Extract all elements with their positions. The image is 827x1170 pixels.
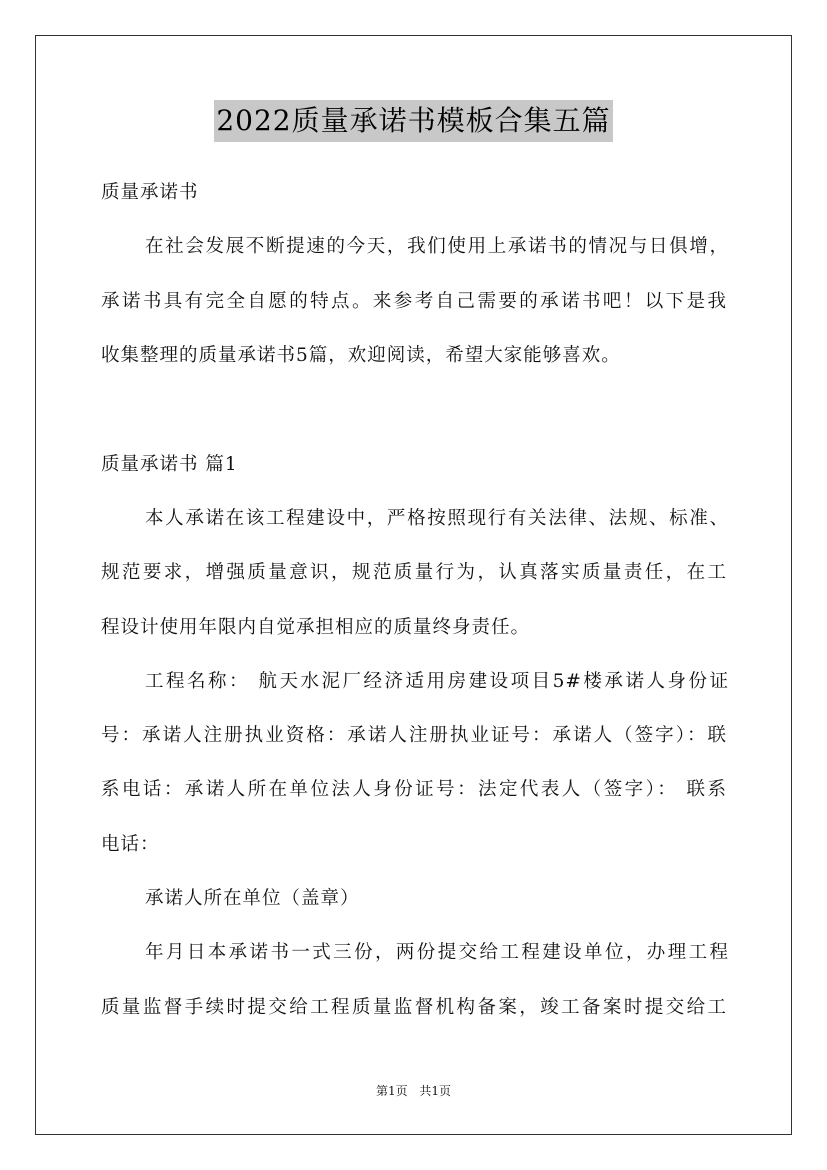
intro-line-2: 承诺书具有完全自愿的特点。来参考自己需要的承诺书吧！以下是我 [101, 291, 727, 312]
page-number: 第1页 [375, 1084, 408, 1098]
body-line-3: 程设计使用年限内自觉承担相应的质量终身责任。 [101, 617, 531, 638]
title-container [0, 100, 827, 142]
body-line-1: 本人承诺在该工程建设中，严格按照现行有关法律、法规、标准、 [145, 508, 729, 529]
document-title: 2022质量承诺书模板合集五篇 [214, 100, 612, 142]
copies-line-2: 质量监督手续时提交给工程质量监督机构备案，竣工备案时提交给工 [101, 997, 727, 1018]
seal-line: 承诺人所在单位（盖章） [145, 888, 360, 909]
intro-line-1: 在社会发展不断提速的今天，我们使用上承诺书的情况与日俱增， [145, 236, 729, 257]
copies-line-1: 年月日本承诺书一式三份，两份提交给工程建设单位，办理工程 [145, 942, 729, 963]
body-line-2: 规范要求，增强质量意识，规范质量行为，认真落实质量责任，在工 [101, 562, 727, 583]
page-footer [0, 1083, 827, 1099]
page-total: 共1页 [419, 1084, 452, 1098]
section-heading: 质量承诺书 [101, 182, 199, 203]
project-line-2: 号：承诺人注册执业资格：承诺人注册执业证号：承诺人（签字）：联 [101, 725, 727, 746]
project-line-3: 系电话：承诺人所在单位法人身份证号：法定代表人（签字）： 联系 [101, 779, 727, 800]
project-line-1: 工程名称： 航天水泥厂经济适用房建设项目5#楼承诺人身份证 [145, 671, 729, 692]
intro-line-3: 收集整理的质量承诺书5篇，欢迎阅读，希望大家能够喜欢。 [101, 345, 621, 366]
section-heading-1: 质量承诺书 篇1 [101, 454, 238, 475]
project-line-4: 电话： [101, 834, 160, 855]
